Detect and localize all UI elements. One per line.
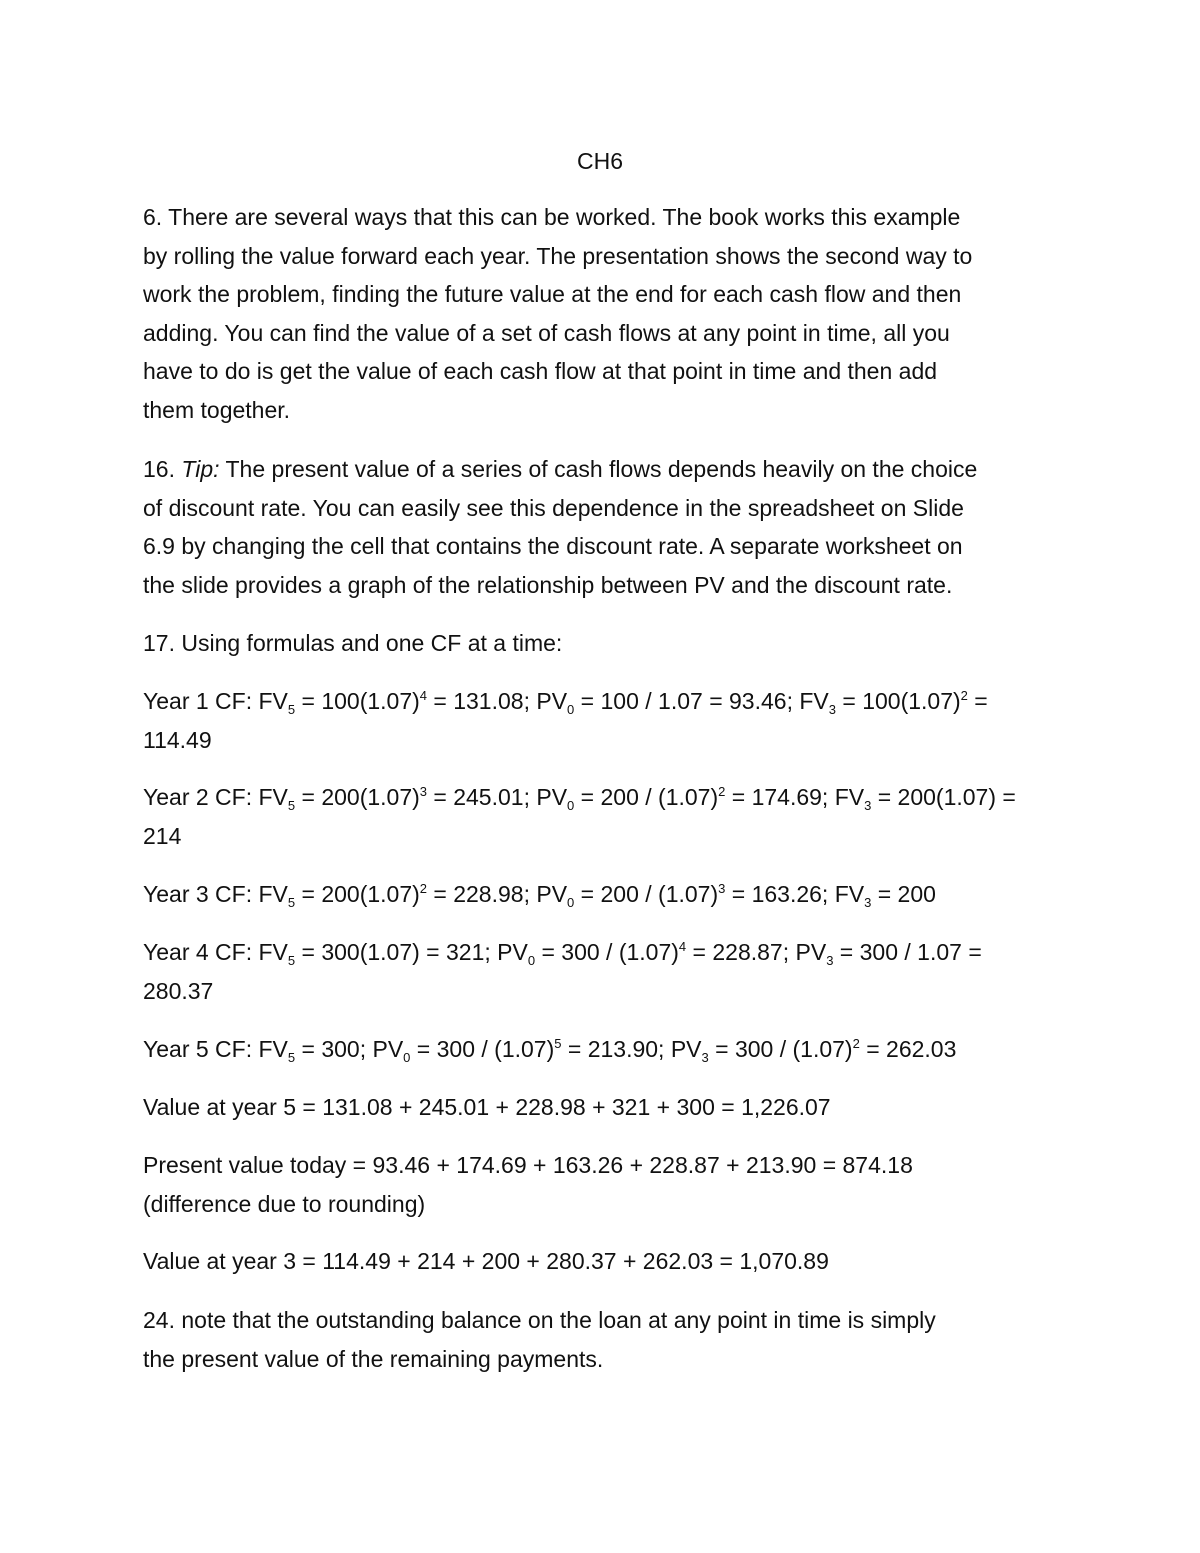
formula-text: = 300(1.07) = 321; — [295, 939, 498, 965]
tip-label: Tip: — [181, 456, 220, 482]
paragraph-line: 6.9 by changing the cell that contains the discount rate. A separate worksheet on — [143, 533, 963, 560]
subscript: 5 — [287, 1050, 296, 1065]
formula-text: Year 1 CF: — [143, 688, 259, 714]
formula-text: Year 4 CF: — [143, 939, 259, 965]
formula-text: = 300; — [295, 1036, 373, 1062]
value-at-year-5: Value at year 5 = 131.08 + 245.01 + 228.98 + 321 + 300 = 1,226.07 — [143, 1094, 831, 1120]
paragraph-line: work the problem, finding the future value at the end for each cash flow and then — [143, 281, 962, 308]
formula-text: = 300 / (1.07) — [535, 939, 679, 965]
paragraph-line: adding. You can find the value of a set of cash flows at any point in time, all you — [143, 319, 950, 346]
subscript: 5 — [287, 953, 296, 968]
formula-text: = 200(1.07) — [295, 881, 420, 907]
formula-text: = 245.01; — [427, 784, 537, 810]
year-3-calculation — [143, 875, 1073, 914]
paragraph-16 — [143, 450, 1073, 604]
formula-line: 114.49 — [143, 726, 212, 753]
paragraph-line: them together. — [143, 396, 291, 423]
paragraph-line — [143, 450, 1073, 489]
paragraph-line: have to do is get the value of each cash flow at that point in time and then add — [143, 358, 938, 385]
formula-text: Year 3 CF: — [143, 881, 259, 907]
paragraph-line: the present value of the remaining payments. — [143, 1345, 604, 1372]
formula-text: = 200(1.07) = — [871, 784, 1016, 810]
superscript: 3 — [419, 784, 428, 799]
superscript: 2 — [852, 1036, 860, 1051]
formula-line — [143, 933, 1073, 972]
formula-text: = 300 / 1.07 = — [833, 939, 982, 965]
formula-text: = 200 / (1.07) — [574, 784, 719, 810]
superscript: 2 — [718, 784, 726, 799]
formula-text: = 262.03 — [859, 1036, 957, 1062]
formula-text: = 100 / 1.07 = 93.46; — [574, 688, 800, 714]
formula-text: PV — [497, 939, 528, 965]
subscript: 3 — [864, 798, 872, 813]
subscript: 5 — [287, 798, 296, 813]
superscript: 4 — [678, 939, 687, 954]
formula-text: = 228.98; — [427, 881, 537, 907]
paragraph-line: of discount rate. You can easily see this dependence in the spreadsheet on Slide — [143, 494, 964, 521]
superscript: 4 — [419, 688, 428, 703]
line-text: The present value of a series of cash flows depends heavily on the choice — [225, 456, 978, 482]
superscript: 2 — [960, 688, 968, 703]
paragraph-line: the slide provides a graph of the relationship between PV and the discount rate. — [143, 571, 953, 598]
paragraph-6 — [143, 198, 1073, 430]
formula-text: = 131.08; — [427, 688, 537, 714]
formula-line: (difference due to rounding) — [143, 1190, 426, 1217]
formula-text: FV — [258, 784, 288, 810]
formula-text: = 300 / (1.07) — [708, 1036, 853, 1062]
subscript: 3 — [828, 702, 836, 717]
formula-text: = 228.87; — [686, 939, 796, 965]
page-title: CH6 — [576, 148, 623, 174]
subscript: 0 — [403, 1050, 411, 1065]
formula-text: PV — [670, 1036, 702, 1062]
paragraph-line: by rolling the value forward each year. The presentation shows the second way to — [143, 242, 973, 269]
subscript: 3 — [826, 953, 834, 968]
year-1-calculation — [143, 682, 1073, 759]
paragraph-line: 24. note that the outstanding balance on the loan at any point in time is simply — [143, 1307, 936, 1333]
subscript: 0 — [567, 702, 575, 717]
subscript: 3 — [864, 895, 872, 910]
formula-line — [143, 1030, 1073, 1069]
formula-text: PV — [536, 881, 568, 907]
formula-text: = 200(1.07) — [295, 784, 420, 810]
subscript: 0 — [567, 798, 575, 813]
formula-line: Present value today = 93.46 + 174.69 + 163.26 + 228.87 + 213.90 = 874.18 — [143, 1152, 913, 1178]
superscript: 5 — [554, 1036, 562, 1051]
formula-text: PV — [536, 688, 568, 714]
present-value-today — [143, 1146, 1073, 1223]
subscript: 5 — [287, 702, 296, 717]
formula-line — [143, 778, 1073, 817]
formula-text: Year 5 CF: — [143, 1036, 259, 1062]
formula-text: FV — [799, 688, 829, 714]
formula-text: Year 2 CF: — [143, 784, 259, 810]
formula-text: = 213.90; — [561, 1036, 671, 1062]
formula-text: PV — [372, 1036, 404, 1062]
value-at-year-3: Value at year 3 = 114.49 + 214 + 200 + 280.37 + 262.03 = 1,070.89 — [143, 1248, 829, 1274]
formula-text: = 174.69; — [725, 784, 835, 810]
year-5-calculation — [143, 1030, 1073, 1069]
formula-text: PV — [795, 939, 827, 965]
formula-line: 280.37 — [143, 977, 214, 1004]
formula-text: = 100(1.07) — [835, 688, 961, 714]
formula-text: FV — [258, 688, 288, 714]
year-2-calculation — [143, 778, 1073, 855]
formula-text: = — [967, 688, 988, 714]
subscript: 0 — [527, 953, 536, 968]
formula-text: FV — [258, 1036, 288, 1062]
formula-text: FV — [258, 939, 288, 965]
superscript: 2 — [419, 881, 428, 896]
year-4-calculation — [143, 933, 1073, 1010]
formula-text: PV — [536, 784, 568, 810]
superscript: 3 — [718, 881, 726, 896]
formula-text: FV — [834, 784, 865, 810]
formula-text: FV — [834, 881, 865, 907]
formula-text: = 200 — [871, 881, 936, 907]
subscript: 5 — [287, 895, 296, 910]
paragraph-17: 17. Using formulas and one CF at a time: — [143, 630, 563, 656]
subscript: 0 — [567, 895, 575, 910]
formula-text: = 200 / (1.07) — [574, 881, 719, 907]
formula-line — [143, 875, 1073, 914]
formula-text: = 300 / (1.07) — [410, 1036, 555, 1062]
formula-text: = 100(1.07) — [295, 688, 420, 714]
paragraph-line: 6. There are several ways that this can be worked. The book works this example — [143, 204, 961, 230]
formula-text: FV — [258, 881, 288, 907]
subscript: 3 — [701, 1050, 709, 1065]
formula-text: = 163.26; — [725, 881, 835, 907]
formula-line — [143, 682, 1073, 721]
paragraph-24 — [143, 1301, 1073, 1378]
formula-line: 214 — [143, 822, 182, 849]
item-number: 16. — [143, 456, 175, 482]
